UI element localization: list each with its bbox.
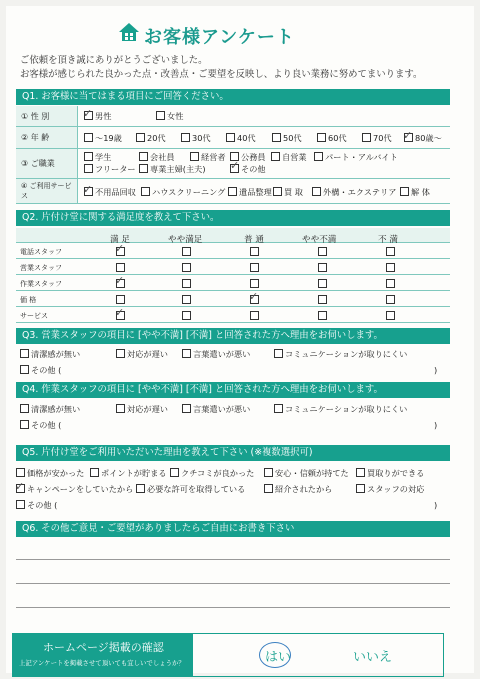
option-age-30s[interactable]: 30代 bbox=[181, 133, 211, 144]
check-mark-icon: ✓ bbox=[15, 480, 25, 493]
option-female[interactable]: 女性 bbox=[156, 111, 183, 122]
option-employee[interactable]: 会社員 bbox=[139, 152, 175, 163]
q2-item-service: サービス bbox=[20, 312, 48, 320]
rating-box[interactable] bbox=[318, 263, 327, 272]
intro-line-1: ご依頼を頂き誠にありがとうございました。 bbox=[20, 55, 208, 66]
q5-option-reviews[interactable]: クチコミが良かった bbox=[170, 468, 254, 479]
option-buy[interactable]: 買 取 bbox=[273, 187, 303, 198]
rating-box[interactable] bbox=[182, 311, 191, 320]
option-junk[interactable]: 不用品回収 bbox=[84, 187, 136, 198]
q2-item-sales: 営業スタッフ bbox=[20, 264, 62, 272]
q1-label-service: ④ ご利用サービス bbox=[16, 179, 78, 203]
option-demolition[interactable]: 解 体 bbox=[400, 187, 430, 198]
rating-box[interactable] bbox=[318, 247, 327, 256]
q5-option-staff[interactable]: スタッフの対応 bbox=[356, 484, 424, 495]
rating-box[interactable] bbox=[182, 279, 191, 288]
q2-row bbox=[16, 307, 450, 323]
q2-item-phone: 電話スタッフ bbox=[20, 248, 62, 256]
option-cleaning[interactable]: ハウスクリーニング bbox=[141, 187, 225, 198]
scale-neutral: 普 通 bbox=[244, 235, 264, 245]
q5-option-other[interactable]: その他 ( bbox=[16, 500, 57, 511]
q4-option-unclean[interactable]: 清潔感が無い bbox=[20, 404, 80, 415]
scale-somewhat-dissatisfied: やや不満 bbox=[302, 235, 337, 245]
intro-line-2: お客様が感じられた良かった点・改善点・ご要望を反映し、より良い業務に努めてまいります。 bbox=[20, 69, 423, 80]
q5-option-cheap[interactable]: 価格が安かった bbox=[16, 468, 84, 479]
q3-option-unclean[interactable]: 清潔感が無い bbox=[20, 349, 80, 360]
publish-confirmation bbox=[12, 633, 444, 677]
option-student[interactable]: 学生 bbox=[84, 152, 111, 163]
q3-option-other[interactable]: その他 ( bbox=[20, 365, 61, 376]
option-age-19[interactable]: ～19歳 bbox=[84, 133, 122, 144]
q2-item-work: 作業スタッフ bbox=[20, 280, 62, 288]
publish-subtitle: 上記アンケートを掲載させて頂いても宜しいでしょうか？ bbox=[19, 659, 185, 667]
rating-box[interactable] bbox=[182, 263, 191, 272]
q4-option-communication[interactable]: コミュニケーションが取りにくい bbox=[274, 404, 407, 415]
check-mark-icon: ✓ bbox=[230, 159, 240, 172]
option-exterior[interactable]: 外構・エクステリア bbox=[312, 187, 396, 198]
publish-title: ホームページ掲載の確認 bbox=[43, 641, 164, 654]
rating-box[interactable] bbox=[116, 263, 125, 272]
q5-option-license[interactable]: 必要な許可を取得している bbox=[136, 484, 245, 495]
option-manager[interactable]: 経営者 bbox=[190, 152, 226, 163]
page-title: お客様アンケート bbox=[144, 27, 295, 48]
publish-confirmation-label bbox=[13, 634, 193, 676]
q5-option-points[interactable]: ポイントが貯まる bbox=[90, 468, 167, 479]
comment-line[interactable] bbox=[16, 559, 450, 560]
check-mark-icon: ✓ bbox=[83, 107, 93, 120]
q4-heading: Q4. 作業スタッフの項目に [やや不満] [不満] と回答された方へ理由をお伺いします。 bbox=[16, 382, 450, 398]
scale-satisfied: 満 足 bbox=[110, 235, 130, 245]
check-mark-icon: ✓ bbox=[115, 306, 125, 319]
rating-box[interactable] bbox=[182, 295, 191, 304]
option-age-40s[interactable]: 40代 bbox=[226, 133, 256, 144]
q5-option-campaign[interactable]: キャンペーンをしていたから bbox=[16, 484, 133, 495]
q3-heading: Q3. 営業スタッフの項目に [やや不満] [不満] と回答された方へ理由をお伺いします。 bbox=[16, 328, 450, 344]
q1-row-gender bbox=[16, 106, 450, 127]
rating-box[interactable] bbox=[250, 311, 259, 320]
rating-box[interactable] bbox=[386, 295, 395, 304]
q3-option-communication[interactable]: コミュニケーションが取りにくい bbox=[274, 349, 407, 360]
q2-row bbox=[16, 291, 450, 307]
option-male[interactable]: 男性 bbox=[84, 111, 111, 122]
option-age-50s[interactable]: 50代 bbox=[272, 133, 302, 144]
rating-box[interactable] bbox=[250, 247, 259, 256]
rating-box[interactable] bbox=[386, 311, 395, 320]
rating-box[interactable] bbox=[386, 247, 395, 256]
option-age-20s[interactable]: 20代 bbox=[136, 133, 166, 144]
q2-item-price: 価 格 bbox=[20, 296, 37, 304]
yes-option[interactable]: はい bbox=[265, 650, 292, 665]
rating-box[interactable] bbox=[250, 263, 259, 272]
rating-box[interactable] bbox=[318, 311, 327, 320]
q5-option-buyback[interactable]: 買取りができる bbox=[356, 468, 424, 479]
q1-label-age: ② 年 齢 bbox=[16, 127, 78, 148]
q5-paren-close: ) bbox=[434, 500, 438, 510]
option-civil[interactable]: 公務員 bbox=[230, 152, 266, 163]
rating-box[interactable] bbox=[250, 279, 259, 288]
q4-option-slow[interactable]: 対応が遅い bbox=[116, 404, 168, 415]
q5-option-trust[interactable]: 安心・信頼が持てた bbox=[264, 468, 349, 479]
option-age-70s[interactable]: 70代 bbox=[362, 133, 392, 144]
option-other-job[interactable]: その他 bbox=[230, 164, 266, 175]
q2-row bbox=[16, 243, 450, 259]
q1-label-gender: ① 性 別 bbox=[16, 106, 78, 126]
check-mark-icon: ✓ bbox=[115, 274, 125, 287]
option-housewife[interactable]: 専業主婦(主夫) bbox=[139, 164, 206, 175]
q5-option-referral[interactable]: 紹介されたから bbox=[264, 484, 332, 495]
q3-option-slow[interactable]: 対応が遅い bbox=[116, 349, 168, 360]
comment-line[interactable] bbox=[16, 607, 450, 608]
q2-heading: Q2. 片付け堂に関する満足度を教えて下さい。 bbox=[16, 210, 450, 226]
option-self[interactable]: 自営業 bbox=[271, 152, 307, 163]
q4-paren-close: ) bbox=[434, 420, 438, 430]
q2-row bbox=[16, 259, 450, 275]
house-logo-icon bbox=[118, 22, 140, 42]
rating-box[interactable] bbox=[182, 247, 191, 256]
q3-paren-close: ) bbox=[434, 365, 438, 375]
q3-option-language[interactable]: 言葉遣いが悪い bbox=[182, 349, 250, 360]
rating-box[interactable] bbox=[116, 295, 125, 304]
comment-line[interactable] bbox=[16, 583, 450, 584]
rating-box[interactable] bbox=[318, 279, 327, 288]
option-freeter[interactable]: フリーター bbox=[84, 164, 136, 175]
check-mark-icon: ✓ bbox=[115, 242, 125, 255]
rating-box[interactable] bbox=[318, 295, 327, 304]
scale-dissatisfied: 不 満 bbox=[378, 235, 398, 245]
q4-option-other[interactable]: その他 ( bbox=[20, 420, 61, 431]
q6-heading: Q6. その他ご意見・ご要望がありましたらご自由にお書き下さい bbox=[16, 521, 450, 537]
no-option[interactable]: いいえ bbox=[353, 650, 393, 665]
option-parttime[interactable]: パート・アルバイト bbox=[314, 152, 398, 163]
rating-box[interactable] bbox=[386, 263, 395, 272]
survey-sheet bbox=[6, 6, 474, 673]
q1-label-job: ③ ご職業 bbox=[16, 149, 78, 178]
check-mark-icon: ✓ bbox=[83, 183, 93, 196]
option-estate[interactable]: 遺品整理 bbox=[228, 187, 272, 198]
q4-option-language[interactable]: 言葉遣いが悪い bbox=[182, 404, 250, 415]
check-mark-icon: ✓ bbox=[249, 290, 259, 303]
q1-heading: Q1. お客様に当てはまる項目にご回答ください。 bbox=[16, 89, 450, 105]
q2-row bbox=[16, 275, 450, 291]
check-mark-icon: ✓ bbox=[403, 129, 413, 142]
option-age-60s[interactable]: 60代 bbox=[317, 133, 347, 144]
scale-somewhat-satisfied: やや満足 bbox=[168, 235, 203, 245]
option-age-80[interactable]: 80歳～ bbox=[404, 133, 442, 144]
q5-heading: Q5. 片付け堂をご利用いただいた理由を教えて下さい (※複数選択可) bbox=[16, 445, 450, 461]
rating-box[interactable] bbox=[386, 279, 395, 288]
